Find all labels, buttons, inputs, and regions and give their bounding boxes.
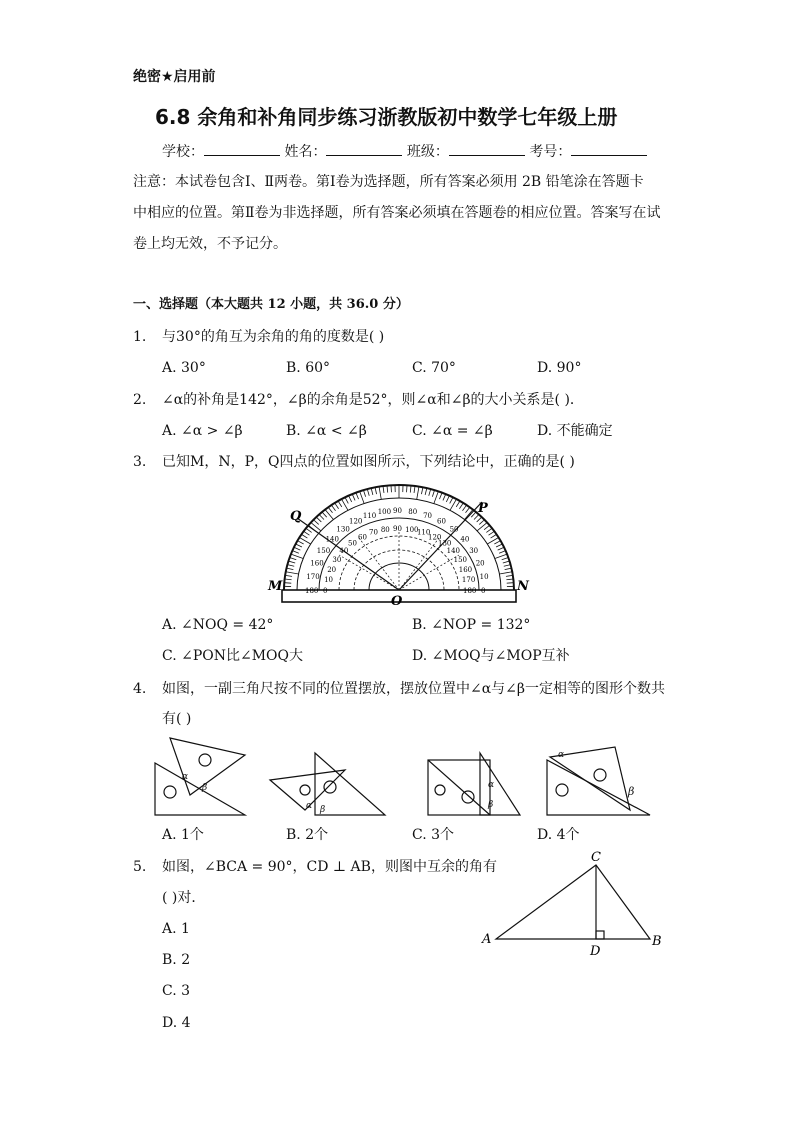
protractor-tick [287,565,294,567]
notice-line-3: 卷上均无效，不予记分。 [133,236,287,252]
protractor-tick [459,503,463,509]
point-c-label: C [591,850,601,865]
protractor-tick [477,517,482,522]
option-d[interactable]: D. 90° [537,360,582,376]
class-field[interactable] [449,141,525,156]
question-number: 3. [133,454,147,470]
protractor-inner-tick-label: 170 [461,576,476,585]
protractor-tick [379,487,381,500]
point-p-label: P [478,501,488,516]
protractor-tick-label: 130 [336,525,350,534]
point-o-label: O [391,594,403,609]
protractor-inner-tick-label: 0 [323,587,328,595]
protractor-tick [296,544,302,547]
option-b[interactable]: B. 2 [162,952,191,968]
protractor-inner-tick-label: 50 [348,539,357,548]
page-title: 6.8 余角和补角同步练习浙教版初中数学七年级上册 [155,105,618,129]
protractor-tick [387,486,388,493]
protractor-tick [506,579,513,580]
protractor-tick [425,488,427,495]
alpha-label: α [558,750,565,760]
protractor-tick [383,486,384,493]
point-m-label: M [268,579,283,594]
protractor-tick [491,534,497,538]
question-number: 5. [133,859,147,875]
option-c[interactable]: C. ∠α = ∠β [412,423,493,439]
protractor-tick [417,487,419,500]
protractor-tick [325,510,333,520]
protractor-tick-label: 170 [306,573,320,582]
protractor-tick [421,487,422,494]
point-b-label: B [652,934,662,949]
option-a[interactable]: A. 1个 [162,827,204,843]
exam-no-label: 考号： [529,144,572,160]
school-label: 学校： [162,144,204,160]
protractor-tick [496,544,502,547]
alpha-label: α [306,801,313,811]
protractor-tick [294,547,300,550]
protractor-tick [331,505,335,511]
question-stem: 如图，∠BCA = 90°，CD ⊥ AB，则图中互余的角有 [162,859,497,875]
protractor-tick [292,551,298,554]
protractor-figure [264,480,534,610]
protractor-tick [495,554,507,558]
protractor-tick [367,489,369,496]
protractor-tick [363,490,365,497]
beta-label: β [202,783,208,793]
protractor-inner-tick-label: 140 [446,547,460,556]
protractor-tick-label: 90 [393,507,402,515]
section-title: 一、选择题（本大题共 12 小题，共 36.0 分） [133,297,409,312]
protractor-tick [349,496,352,502]
protractor-tick [314,520,319,525]
protractor-tick [328,507,332,513]
option-b[interactable]: B. ∠NOP = 132° [412,617,531,633]
option-c[interactable]: C. 3 [162,983,191,999]
protractor-tick [486,528,492,532]
protractor-tick [288,561,295,563]
protractor-tick [291,554,303,558]
protractor-tick [414,486,415,493]
protractor-tick [439,493,442,499]
question-stem: 如图，一副三角尺按不同的位置摆放，摆放位置中∠α与∠β一定相等的图形个数共 [162,681,666,697]
alpha-label: α [182,772,189,782]
protractor-tick [462,505,466,511]
set-square-figures [150,735,670,820]
protractor-tick-label: 30 [469,547,479,555]
protractor-tick [290,558,297,560]
protractor-inner-tick-label: 70 [369,528,378,537]
point-d-label: D [590,944,601,959]
protractor-tick [371,488,373,495]
option-d[interactable]: D. 4 [162,1015,191,1031]
protractor-tick [345,497,348,503]
protractor-inner-tick-label: 90 [393,525,402,533]
question-stem: ∠α的补角是142°，∠β的余角是52°，则∠α和∠β的大小关系是( )． [162,392,584,408]
protractor-tick-label: 140 [325,535,339,544]
name-field[interactable] [326,141,402,156]
protractor-tick [286,572,299,574]
beta-label: β [628,785,635,798]
question-stem: 与30°的角互为余角的角的度数是( ) [162,329,385,345]
protractor-inner-tick-label: 80 [380,525,390,534]
protractor-tick [301,534,307,538]
protractor-tick [352,494,355,500]
protractor-tick [316,517,321,522]
option-b[interactable]: B. 60° [286,360,331,376]
protractor-tick [450,497,453,503]
info-line [162,141,647,161]
protractor-tick-label: 70 [423,511,433,520]
option-b[interactable]: B. 2个 [286,827,329,843]
protractor-tick-label: 60 [437,517,446,526]
question-stem: 已知M，N，P，Q四点的位置如图所示，下列结论中，正确的是( ) [162,454,575,470]
question-number: 1. [133,329,147,345]
protractor-tick [322,512,327,517]
question-stem-cont: ( )对． [162,890,206,906]
protractor-tick [465,507,469,513]
protractor-tick [297,541,303,544]
right-triangle-figure [478,845,668,960]
protractor-tick [504,565,511,567]
protractor-tick [484,525,490,529]
protractor-tick-label: 80 [408,508,418,517]
protractor-tick [375,487,376,494]
protractor-inner-tick-label: 20 [327,565,337,574]
protractor-tick-label: 20 [475,559,485,568]
set-square-diagram-2 [270,753,385,815]
protractor-tick [505,568,512,569]
protractor-tick-label: 160 [310,559,324,568]
protractor-inner-tick-label: 60 [358,533,367,542]
beta-label: β [320,805,326,815]
protractor-tick [410,486,411,493]
option-a[interactable]: A. 30° [162,360,206,376]
protractor-tick [502,558,509,560]
protractor-tick [429,489,431,496]
protractor-inner-tick-label: 150 [453,556,467,564]
protractor-tick [498,547,504,550]
protractor-tick [432,490,434,497]
protractor-tick-label: 0 [481,587,486,595]
question-number: 2. [133,392,147,408]
option-d[interactable]: D. 不能确定 [537,423,613,439]
notice-line-1: 注意：本试卷包含Ⅰ、Ⅱ两卷。第Ⅰ卷为选择题，所有答案必须用 2B 铅笔涂在答题卡 [133,174,644,190]
protractor-tick [489,531,495,535]
protractor-tick [479,520,484,525]
option-d[interactable]: D. 4个 [537,827,580,843]
option-a[interactable]: A. 1 [162,921,190,937]
set-square-diagram-4 [547,747,650,815]
protractor-tick [335,503,339,509]
beta-label: β [488,800,494,810]
protractor-tick [311,523,321,531]
protractor-tick [338,501,342,507]
protractor-tick-label: 180 [305,587,319,595]
class-label: 班级： [406,144,449,160]
option-c[interactable]: C. ∠PON比∠MOQ大 [162,648,304,664]
protractor [267,485,530,609]
protractor-tick [499,551,505,554]
option-d[interactable]: D. ∠MOQ与∠MOP互补 [412,648,570,664]
protractor-tick [360,491,364,503]
protractor-tick [503,561,510,563]
protractor-tick-label: 120 [349,517,363,526]
exam-no-field[interactable] [571,141,647,156]
confidential-mark: 绝密★启用前 [133,69,216,85]
protractor-tick [306,528,312,532]
option-b[interactable]: B. ∠α < ∠β [286,423,367,439]
protractor-tick-label: 100 [377,508,392,517]
protractor-tick [287,568,294,569]
protractor-tick [434,491,438,503]
point-n-label: N [517,579,529,594]
protractor-inner-tick-label: 110 [416,528,431,537]
option-c[interactable]: C. 70° [412,360,456,376]
protractor-tick-label: 10 [479,573,489,582]
protractor-tick [304,531,310,535]
protractor-inner-tick-label: 160 [458,565,473,574]
protractor-tick [506,575,513,576]
protractor-inner-tick-label: 130 [437,539,452,548]
protractor-inner-tick-label: 100 [405,525,419,534]
protractor-tick [285,579,292,580]
protractor-tick-label: 150 [316,547,331,555]
point-a-label: A [482,932,492,947]
protractor-inner-tick-label: 40 [339,547,349,556]
protractor-inner-tick-label: 120 [428,533,442,542]
set-square-diagram-1 [155,738,245,815]
notice-line-2: 中相应的位置。第Ⅱ卷为非选择题，所有答案必须填在答题卷的相应位置。答案写在试 [133,205,661,221]
name-label: 姓名： [284,144,327,160]
protractor-inner-tick-label: 30 [332,556,342,564]
protractor-tick [443,494,446,500]
protractor-tick [356,493,359,499]
school-field[interactable] [204,141,280,156]
protractor-tick [285,575,292,576]
question-number: 4. [133,681,147,697]
set-square-diagram-3 [428,753,520,815]
protractor-tick-label: 110 [362,511,377,520]
protractor-tick-label: 50 [449,525,459,534]
alpha-label: α [488,780,495,790]
protractor-tick [456,501,460,507]
protractor-tick [494,541,500,544]
protractor-inner-tick-label: 10 [324,576,333,585]
option-a[interactable]: A. ∠NOQ = 42° [162,617,274,633]
protractor-tick [465,510,473,520]
option-c[interactable]: C. 3个 [412,827,455,843]
protractor-inner-tick-label: 180 [463,587,477,595]
protractor-tick [319,514,324,519]
protractor-tick-label: 40 [460,535,470,544]
question-stem-cont: 有( ) [162,711,192,727]
protractor-tick [499,572,512,574]
option-a[interactable]: A. ∠α > ∠β [162,423,243,439]
protractor-tick [477,523,487,531]
protractor-tick [446,496,449,502]
point-q-label: Q [290,509,302,524]
